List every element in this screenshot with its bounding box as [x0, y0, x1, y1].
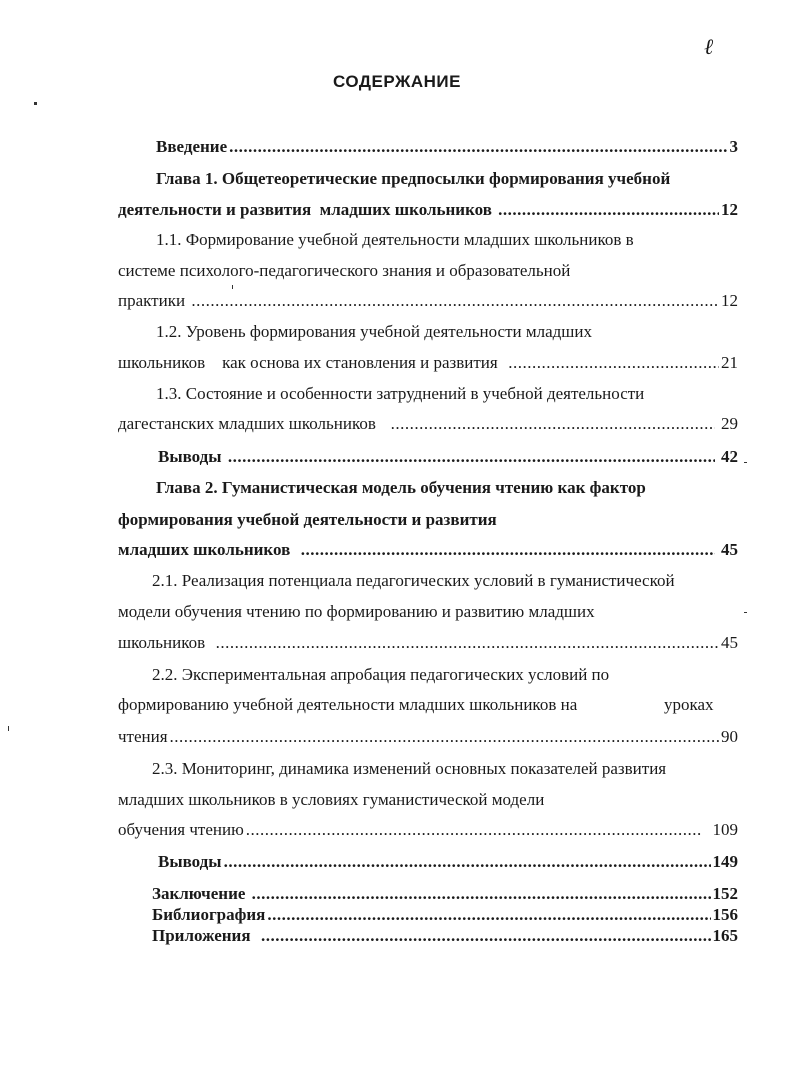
toc-entry-line: Глава 1. Общетеоретические предпосылки формирования учебной — [156, 169, 671, 188]
toc-entry[interactable] — [156, 136, 738, 158]
toc-entry[interactable] — [152, 925, 738, 947]
dot-leader — [228, 446, 715, 468]
toc-page-number: 12 — [721, 291, 738, 310]
toc-entry-title: обучения чтению — [118, 820, 244, 839]
dot-leader — [301, 539, 715, 561]
toc-entry-line: Глава 2. Гуманистическая модель обучения чтению как фактор — [156, 478, 646, 497]
dot-leader — [267, 904, 710, 926]
toc-page-number: 12 — [721, 200, 738, 219]
dot-leader — [170, 726, 719, 748]
toc-entry[interactable] — [118, 819, 738, 841]
toc-page-number: 29 — [716, 414, 738, 433]
dot-leader — [191, 290, 719, 312]
toc-entry-title: Библиография — [152, 905, 266, 924]
toc-entry-title: Заключение — [152, 884, 250, 903]
dot-leader — [498, 199, 719, 221]
toc-entry[interactable] — [118, 539, 738, 561]
toc-entry[interactable] — [118, 726, 738, 748]
scan-speck — [744, 462, 747, 463]
toc-entry-title: младших школьников — [118, 540, 299, 559]
dot-leader — [216, 632, 719, 654]
toc-entry-title: Выводы — [158, 852, 222, 871]
scan-speck — [232, 285, 233, 289]
toc-entry-line: 2.3. Мониторинг, динамика изменений основных показателей развития — [152, 759, 667, 778]
toc-entry-line: системе психолого-педагогического знания и образовательной — [118, 261, 571, 280]
dot-leader — [229, 136, 727, 158]
toc-entry[interactable] — [118, 413, 738, 435]
toc-entry[interactable] — [158, 851, 738, 873]
toc-page-number: 149 — [712, 852, 738, 871]
toc-entry[interactable] — [152, 883, 738, 905]
toc-entry-title: Введение — [156, 137, 228, 156]
dot-leader — [246, 819, 702, 841]
toc-entry-title: чтения — [118, 727, 168, 746]
toc-page-number: 42 — [716, 447, 738, 466]
toc-page-number: 90 — [721, 727, 738, 746]
toc-page-number: 45 — [721, 633, 738, 652]
toc-entry-line: 2.2. Экспериментальная апробация педагогических условий по — [152, 665, 610, 684]
toc-entry[interactable] — [152, 904, 738, 926]
scan-speck — [34, 102, 37, 105]
toc-entry[interactable] — [158, 446, 738, 468]
toc-page-number: 156 — [712, 905, 738, 924]
toc-entry-line: младших школьников в условиях гуманистической модели — [118, 790, 545, 809]
toc-entry-title: школьников как основа их становления и развития — [118, 353, 507, 372]
toc-entry-title: деятельности и развития младших школьников — [118, 200, 497, 219]
toc-entry-line: 1.2. Уровень формирования учебной деятельности младших — [156, 322, 592, 341]
toc-entry-line: 1.1. Формирование учебной деятельности младших школьников в — [156, 230, 634, 249]
toc-entry-line: 1.3. Состояние и особенности затруднений в учебной деятельности — [156, 384, 645, 403]
toc-page-number: 3 — [729, 137, 738, 156]
toc-entry-line: формированию учебной деятельности младших школьников на — [118, 695, 578, 714]
toc-page-number: 165 — [712, 926, 738, 945]
toc-entry-line: модели обучения чтению по формированию и развитию младших — [118, 602, 595, 621]
toc-entry[interactable] — [118, 352, 738, 374]
dot-leader — [252, 883, 711, 905]
toc-page-number: 152 — [712, 884, 738, 903]
scan-speck — [8, 726, 9, 731]
toc-entry-title: Приложения — [152, 926, 260, 945]
dot-leader — [508, 352, 719, 374]
handwritten-mark: ℓ — [704, 34, 714, 59]
toc-entry-title: практики — [118, 291, 190, 310]
toc-entry[interactable] — [118, 290, 738, 312]
dot-leader — [391, 413, 715, 435]
toc-page-number: 109 — [704, 820, 738, 839]
toc-entry[interactable] — [118, 632, 738, 654]
scan-speck — [744, 612, 747, 613]
toc-entry[interactable] — [118, 199, 738, 221]
toc-entry-title: дагестанских младших школьников — [118, 414, 389, 433]
dot-leader — [224, 851, 711, 873]
toc-entry-line: уроках — [664, 695, 714, 714]
toc-entry-line: 2.1. Реализация потенциала педагогических условий в гуманистической — [152, 571, 675, 590]
toc-entry-line: формирования учебной деятельности и развития — [118, 510, 497, 529]
toc-page-number: 21 — [721, 353, 738, 372]
toc-entry-title: школьников — [118, 633, 214, 652]
toc-entry-title: Выводы — [158, 447, 226, 466]
page-title: СОДЕРЖАНИЕ — [333, 72, 461, 91]
dot-leader — [261, 925, 710, 947]
toc-page-number: 45 — [716, 540, 738, 559]
